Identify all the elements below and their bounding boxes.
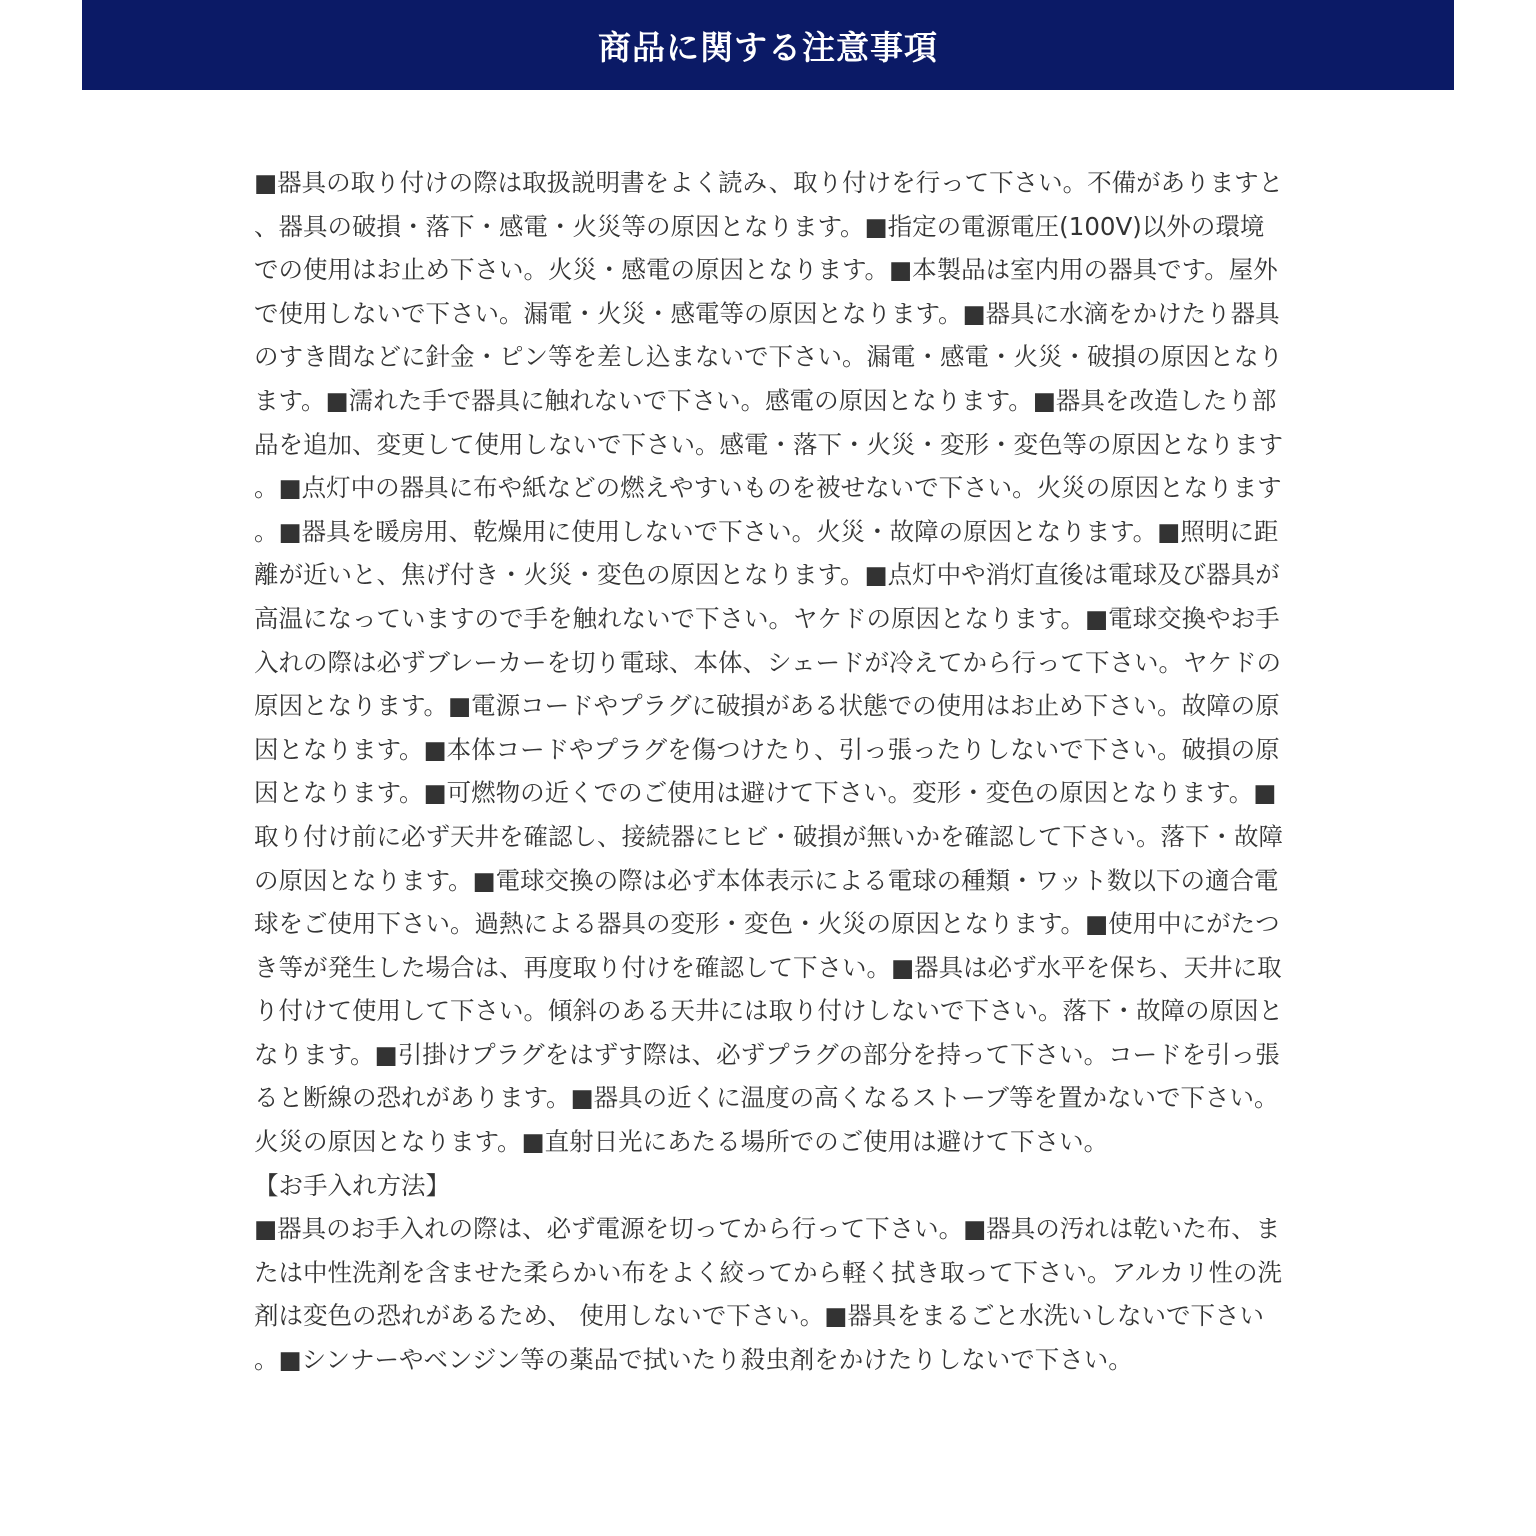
- caution-text: ■器具の取り付けの際は取扱説明書をよく読み、取り付けを行って下さい。不備がありますと、器具の破損・落下・感電・火災等の原因となります。■指定の電源電圧(100V)以外の環境での使用はお止め下さい。火災・感電の原因となります。■本製品は室内用の器具です。屋外で使用しないで下さい。漏電・火災・感電等の原因となります。■器具に水滴をかけたり器具のすき間などに針金・ピン等を差し込まないで下さい。漏電・感電・火災・破損の原因となります。■濡れた手で器具に触れないで下さい。感電の原因となります。■器具を改造したり部品を追加、変更して使用しないで下さい。感電・落下・火災・変形・変色等の原因となります。■点灯中の器具に布や紙などの燃えやすいものを被せないで下さい。火災の原因となります。■器具を暖房用、乾燥用に使用しないで下さい。火災・故障の原因となります。■照明に距離が近いと、焦げ付き・火災・変色の原因となります。■点灯中や消灯直後は電球及び器具が高温になっていますので手を触れないで下さい。ヤケドの原因となります。■電球交換やお手入れの際は必ずブレーカーを切り電球、本体、シェードが冷えてから行って下さい。ヤケドの原因となります。■電源コードやプラグに破損がある状態での使用はお止め下さい。故障の原因となります。■本体コードやプラグを傷つけたり、引っ張ったりしないで下さい。破損の原因となります。■可燃物の近くでのご使用は避けて下さい。変形・変色の原因となります。■取り付け前に必ず天井を確認し、接続器にヒビ・破損が無いかを確認して下さい。落下・故障の原因となります。■電球交換の際は必ず本体表示による電球の種類・ワット数以下の適合電球をご使用下さい。過熱による器具の変形・変色・火災の原因となります。■使用中にがたつき等が発生した場合は、再度取り付けを確認して下さい。■器具は必ず水平を保ち、天井に取り付けて使用して下さい。傾斜のある天井には取り付けしないで下さい。落下・故障の原因となります。■引掛けプラグをはずす際は、必ずプラグの部分を持って下さい。コードを引っ張ると断線の恐れがあります。■器具の近くに温度の高くなるストーブ等を置かないで下さい。火災の原因となります。■直射日光にあたる場所でのご使用は避けて下さい。: [254, 168, 1284, 1157]
- notice-body: [254, 161, 1284, 1382]
- care-text: ■器具のお手入れの際は、必ず電源を切ってから行って下さい。■器具の汚れは乾いた布、または中性洗剤を含ませた柔らかい布をよく絞ってから軽く拭き取って下さい。アルカリ性の洗剤は変色の恐れがあるため、 使用しないで下さい。■器具をまるごと水洗いしないで下さい。■シンナーやベンジン等の薬品で拭いたり殺虫剤をかけたりしないで下さい。: [254, 1214, 1283, 1375]
- page-title: 商品に関する注意事項: [598, 27, 938, 67]
- care-heading: 【お手入れ方法】: [254, 1170, 450, 1200]
- header-bar: [82, 0, 1454, 90]
